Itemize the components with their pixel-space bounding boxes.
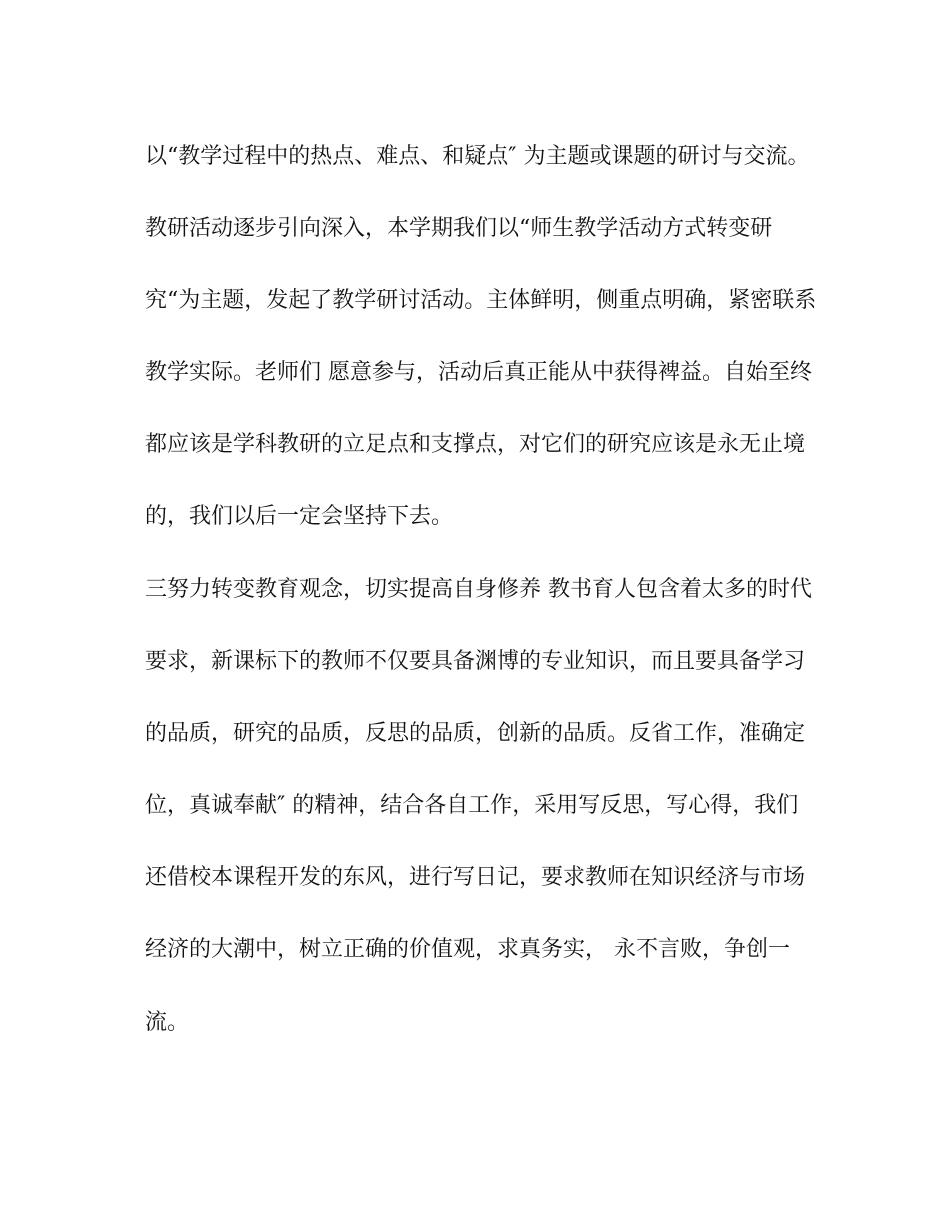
text-line-12: 经济的大潮中，树立正确的价值观，求真务实， 永不言败，争创一 — [145, 937, 790, 962]
text-line-13: 流。 — [145, 1010, 190, 1035]
text-line-7: 三努力转变教育观念，切实提高自身修养 教书育人包含着太多的时代 — [145, 577, 812, 602]
text-line-6: 的，我们以后一定会坚持下去。 — [145, 504, 454, 529]
text-line-1: 以“教学过程中的热点、难点、和疑点″ 为主题或课题的研讨与交流。 — [145, 144, 810, 169]
text-line-9: 的品质，研究的品质，反思的品质，创新的品质。反省工作，准确定 — [145, 721, 806, 746]
text-line-3: 究“为主题，发起了教学研讨活动。主体鲜明，侧重点明确，紧密联系 — [145, 288, 817, 313]
text-line-4: 教学实际。老师们 愿意参与，活动后真正能从中获得裨益。自始至终 — [145, 360, 812, 385]
text-line-2: 教研活动逐步引向深入，本学期我们以“师生教学活动方式转变研 — [145, 216, 773, 241]
text-line-8: 要求，新课标下的教师不仅要具备渊博的专业知识，而且要具备学习 — [145, 649, 806, 674]
text-line-5: 都应该是学科教研的立足点和支撑点，对它们的研究应该是永无止境 — [145, 432, 806, 457]
text-line-11: 还借校本课程开发的东风，进行写日记，要求教师在知识经济与市场 — [145, 865, 806, 890]
text-line-10: 位，真诚奉献″ 的精神，结合各自工作，采用写反思，写心得，我们 — [145, 793, 799, 818]
